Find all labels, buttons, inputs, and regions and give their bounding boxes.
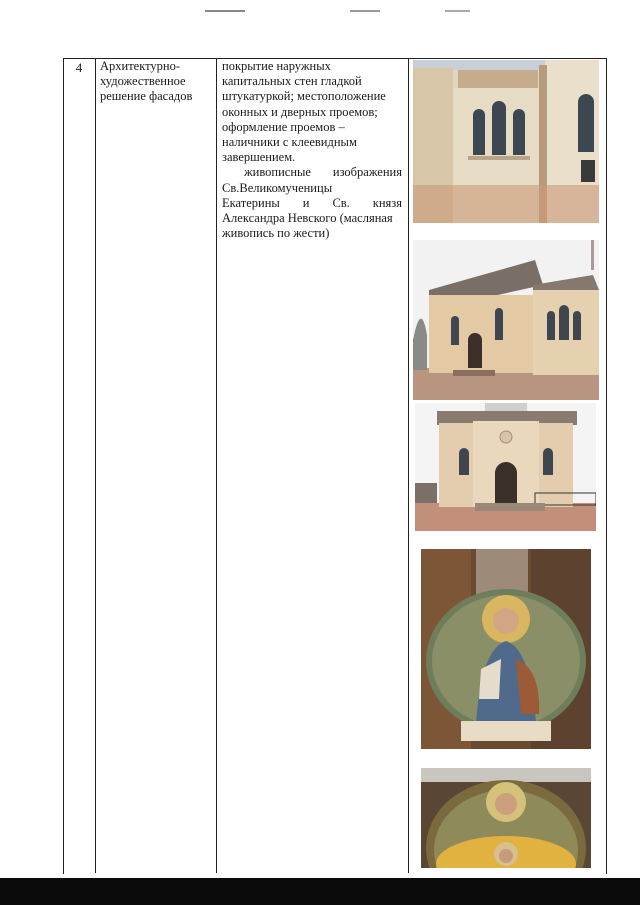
description-line: оконных и дверных проемов; (222, 104, 378, 119)
church-entrance-image (415, 403, 596, 531)
table-column-divider (95, 58, 96, 873)
description-line: Екатерины и Св. князя (222, 195, 402, 210)
description-line: живописные изображения (244, 165, 402, 180)
table-column-divider (216, 58, 217, 873)
section-title (100, 59, 212, 104)
saint-ekaterina-painting-photo (421, 549, 591, 749)
scan-top-edge (0, 0, 640, 3)
row-number: 4 (75, 60, 83, 75)
scan-bottom-edge (0, 878, 640, 905)
section-title-line: решение фасадов (100, 89, 193, 103)
description-line: завершением. (222, 150, 296, 165)
section-title-line: Архитектурно- (100, 59, 181, 73)
description-line: живопись по жести) (222, 226, 330, 241)
description-line: оформление проемов – (222, 119, 345, 134)
icon-painting-image (421, 549, 591, 749)
description-line: штукатуркой; местоположение (222, 89, 386, 104)
icon-painting-image (421, 768, 591, 868)
table-column-divider (408, 58, 409, 873)
church-building-image (413, 240, 599, 400)
church-facade-closeup-photo (413, 60, 599, 223)
description-line: Св.Великомученицы (222, 180, 333, 195)
church-front-entrance-photo (415, 403, 596, 531)
description-line: наличники с клеевидным (222, 135, 357, 150)
description-line: капитальных стен гладкой (222, 74, 362, 89)
section-description (222, 59, 402, 241)
description-line: покрытие наружных (222, 59, 331, 73)
church-side-view-photo (413, 240, 599, 400)
church-windows-image (413, 60, 599, 223)
section-title-line: художественное (100, 74, 186, 88)
saint-alexander-painting-photo (421, 768, 591, 868)
description-line: Александра Невского (масляная (222, 211, 393, 226)
